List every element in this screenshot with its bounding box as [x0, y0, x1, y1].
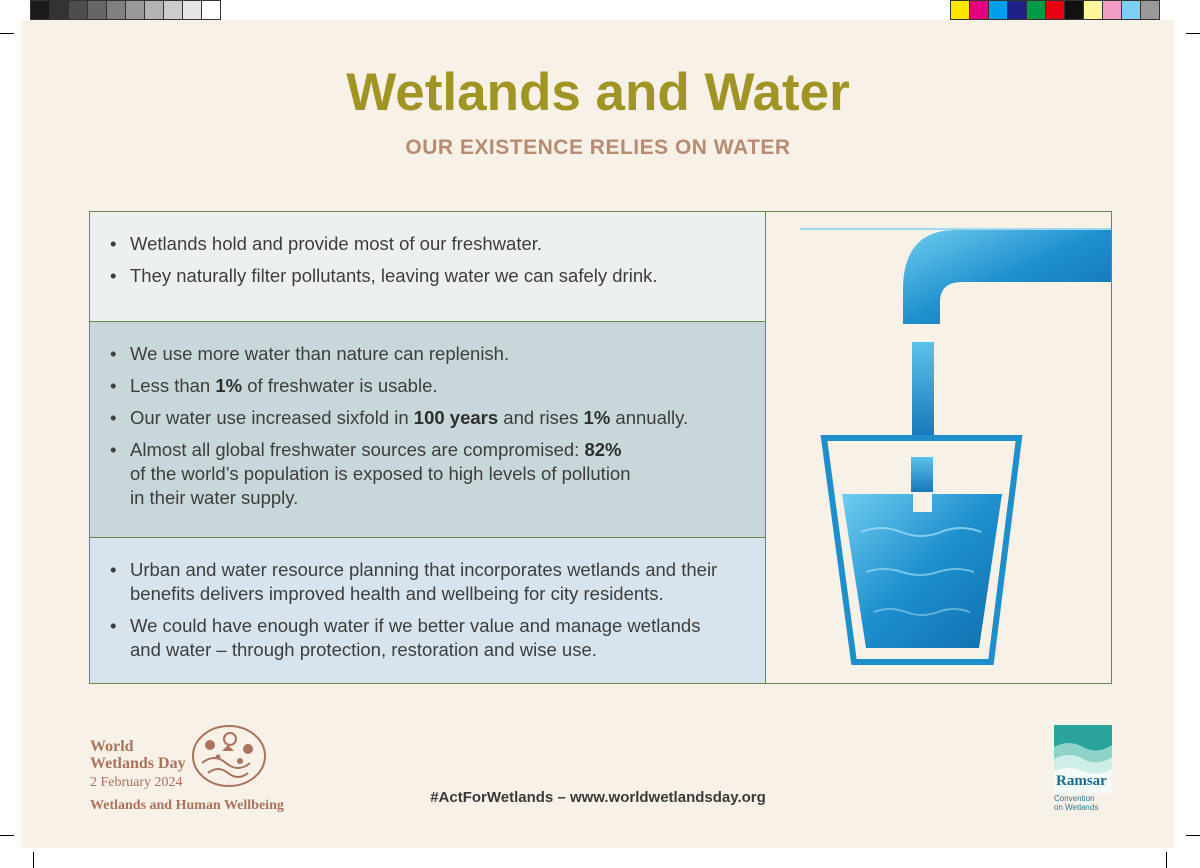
bullet-list	[110, 232, 755, 296]
bullet-emphasis: 1%	[583, 407, 611, 428]
color-calibration-bar	[950, 0, 1159, 20]
section-planning	[90, 538, 766, 683]
crop-mark	[33, 852, 34, 868]
bullet-list	[110, 342, 755, 518]
crop-mark	[1166, 852, 1167, 868]
wetlands-emblem-icon	[190, 723, 268, 789]
bullet-text: Less than	[130, 375, 216, 396]
wwd-line2: Wetlands Day	[90, 755, 186, 772]
bullet-text: in their water supply.	[130, 487, 299, 508]
grayscale-calibration-bar	[30, 0, 220, 20]
crop-mark	[0, 835, 14, 836]
bullet-text: We could have enough water if we better value and manage wetlands	[130, 615, 701, 636]
bullet-item	[110, 438, 755, 510]
wwd-date: 2 February 2024	[90, 775, 183, 790]
bullet-text: They naturally filter pollutants, leaving water we can safely drink.	[130, 265, 658, 286]
bullet-text: of the world’s population is exposed to high levels of pollution	[130, 463, 631, 484]
ramsar-subtitle-2: on Wetlands	[1054, 803, 1099, 812]
bullet-item	[110, 342, 755, 366]
page-title: Wetlands and Water	[346, 63, 850, 122]
crop-mark	[1186, 835, 1200, 836]
bullet-item	[110, 614, 755, 662]
section-water-use	[90, 322, 766, 538]
content-frame	[89, 211, 1112, 684]
footer-hashtag: #ActForWetlands – www.worldwetlandsday.org	[430, 789, 766, 806]
bullet-emphasis: 100 years	[413, 407, 499, 428]
bullet-item	[110, 406, 755, 430]
bullet-text: Urban and water resource planning that incorporates wetlands and their	[130, 559, 718, 580]
ramsar-name: Ramsar	[1056, 773, 1107, 789]
bullet-list	[110, 558, 755, 670]
bullet-text: Almost all global freshwater sources are compromised:	[130, 439, 585, 460]
page-subtitle: OUR EXISTENCE RELIES ON WATER	[405, 136, 791, 159]
crop-mark	[0, 33, 14, 34]
wwd-line1: World	[90, 738, 134, 755]
bullet-emphasis: 82%	[584, 439, 622, 460]
tap-and-glass-illustration	[766, 212, 1111, 683]
bullet-item	[110, 558, 755, 606]
ramsar-subtitle-1: Convention	[1054, 794, 1095, 803]
ramsar-logo	[1054, 725, 1114, 812]
bullet-text: Wetlands hold and provide most of our freshwater.	[130, 233, 543, 254]
crop-mark	[1186, 33, 1200, 34]
wwd-theme: Wetlands and Human Wellbeing	[90, 798, 284, 813]
bullet-text: of freshwater is usable.	[242, 375, 438, 396]
section-freshwater	[90, 212, 766, 322]
bullet-text: We use more water than nature can replenish.	[130, 343, 510, 364]
poster	[22, 20, 1174, 848]
bullet-item	[110, 232, 755, 256]
bullet-text: and water – through protection, restoration and wise use.	[130, 639, 597, 660]
bullet-text: and rises	[498, 407, 584, 428]
bullet-text: annually.	[610, 407, 689, 428]
bullet-text: Our water use increased sixfold in	[130, 407, 414, 428]
bullet-text: benefits delivers improved health and wellbeing for city residents.	[130, 583, 664, 604]
water-tap-icon	[766, 212, 1111, 683]
bullet-emphasis: 1%	[215, 375, 243, 396]
bullet-item	[110, 374, 755, 398]
bullet-item	[110, 264, 755, 288]
